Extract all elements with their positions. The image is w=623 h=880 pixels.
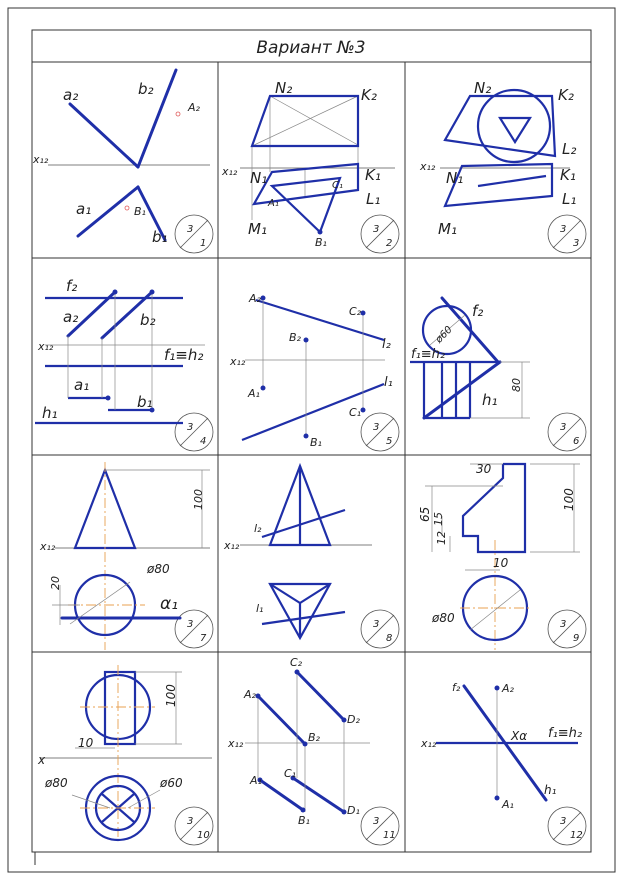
svg-text:10: 10	[78, 736, 94, 750]
svg-text:65: 65	[418, 506, 432, 522]
line-h1	[424, 362, 500, 418]
svg-text:A₁: A₁	[502, 798, 514, 811]
panel-7	[39, 462, 210, 650]
svg-text:L₂: L₂	[562, 140, 577, 158]
svg-text:D₂: D₂	[347, 713, 360, 726]
svg-text:x₁₂: x₁₂	[420, 160, 436, 173]
svg-text:a₂: a₂	[63, 308, 79, 326]
svg-text:30: 30	[476, 462, 492, 476]
svg-text:l₁: l₁	[256, 602, 264, 615]
badge-7	[175, 610, 213, 648]
badge-12	[548, 807, 586, 845]
page-title: Вариант №3	[256, 38, 366, 58]
badge-5	[361, 413, 399, 451]
svg-text:10: 10	[493, 556, 509, 570]
svg-text:B₁: B₁	[315, 236, 327, 249]
svg-text:8: 8	[386, 633, 393, 644]
badge-1	[175, 215, 213, 253]
svg-text:1: 1	[200, 238, 207, 249]
svg-text:12: 12	[435, 531, 448, 545]
svg-text:K₂: K₂	[558, 86, 574, 104]
svg-text:80: 80	[510, 378, 523, 392]
svg-text:M₁: M₁	[438, 220, 457, 238]
badge-6	[548, 413, 586, 451]
svg-text:ø80: ø80	[45, 776, 68, 790]
svg-text:A₁: A₁	[268, 198, 279, 209]
panel-8	[223, 466, 372, 638]
svg-text:3: 3	[373, 422, 380, 433]
svg-text:B₁: B₁	[134, 205, 146, 218]
svg-text:100: 100	[562, 488, 576, 511]
svg-text:a₁: a₁	[76, 200, 92, 218]
line-l1	[262, 612, 345, 624]
svg-text:C₂: C₂	[349, 305, 362, 318]
panel-2	[221, 79, 395, 249]
svg-text:L₁: L₁	[366, 190, 381, 208]
svg-text:3: 3	[187, 224, 194, 235]
svg-text:C₁: C₁	[332, 180, 343, 191]
svg-text:A₁: A₁	[250, 774, 262, 787]
svg-text:B₂: B₂	[308, 731, 320, 744]
svg-text:h₁: h₁	[482, 391, 498, 409]
svg-text:6: 6	[573, 436, 580, 447]
panel-4	[35, 277, 205, 423]
svg-text:f₁≡h₂: f₁≡h₂	[411, 347, 446, 362]
svg-text:20: 20	[49, 576, 62, 590]
svg-text:N₂: N₂	[275, 79, 293, 97]
svg-text:10: 10	[197, 830, 210, 841]
svg-text:3: 3	[187, 619, 194, 630]
svg-text:b₂: b₂	[138, 80, 154, 98]
svg-text:3: 3	[560, 422, 567, 433]
svg-text:B₂: B₂	[289, 331, 301, 344]
badge-11	[361, 807, 399, 845]
profile-front	[463, 464, 525, 552]
line-CD2	[297, 672, 344, 720]
svg-text:C₁: C₁	[284, 767, 297, 780]
circle-front	[478, 90, 550, 162]
svg-text:ø80: ø80	[147, 562, 170, 576]
svg-text:B₁: B₁	[298, 814, 310, 827]
svg-text:7: 7	[200, 633, 207, 644]
svg-text:x₁₂: x₁₂	[224, 539, 240, 552]
svg-text:a₁: a₁	[74, 376, 90, 394]
line-top	[478, 176, 546, 186]
svg-text:N₁: N₁	[446, 169, 464, 187]
svg-text:15: 15	[432, 512, 445, 526]
svg-text:3: 3	[187, 422, 194, 433]
svg-text:100: 100	[192, 489, 205, 510]
line-AB1	[260, 780, 303, 810]
svg-text:l₁: l₁	[384, 375, 393, 390]
svg-text:3: 3	[560, 816, 567, 827]
panel-9	[418, 462, 580, 650]
svg-text:h₁: h₁	[42, 404, 58, 422]
svg-text:ø60: ø60	[433, 324, 455, 346]
svg-text:5: 5	[386, 436, 393, 447]
svg-text:h₁: h₁	[544, 783, 557, 797]
svg-text:b₂: b₂	[140, 311, 156, 329]
point-B1	[125, 206, 129, 210]
svg-text:x₁₂: x₁₂	[230, 355, 246, 368]
svg-text:D₁: D₁	[347, 804, 360, 817]
svg-text:l₂: l₂	[254, 522, 262, 535]
triangle-ABC	[272, 178, 340, 232]
svg-text:C₁: C₁	[349, 406, 362, 419]
svg-text:a₂: a₂	[63, 86, 79, 104]
svg-text:A₂: A₂	[188, 101, 200, 114]
svg-text:b₁: b₁	[152, 228, 168, 246]
badge-2	[361, 215, 399, 253]
panel-5	[229, 292, 393, 449]
panel-11	[227, 656, 370, 827]
svg-text:x₁₂: x₁₂	[228, 737, 244, 750]
svg-text:3: 3	[187, 816, 194, 827]
svg-text:4: 4	[200, 436, 207, 447]
svg-text:x₁₂: x₁₂	[38, 340, 54, 353]
svg-text:3: 3	[573, 238, 580, 249]
svg-text:f₂: f₂	[66, 277, 78, 295]
svg-text:ø60: ø60	[160, 776, 183, 790]
svg-text:K₁: K₁	[560, 166, 576, 184]
svg-text:f₁≡h₂: f₁≡h₂	[164, 346, 204, 364]
svg-text:A₂: A₂	[249, 292, 261, 305]
svg-text:K₁: K₁	[365, 166, 381, 184]
svg-text:K₂: K₂	[361, 86, 377, 104]
rect-front	[105, 672, 135, 744]
svg-text:A₂: A₂	[244, 688, 256, 701]
svg-text:A₁: A₁	[248, 387, 260, 400]
svg-text:x₁₂: x₁₂	[222, 165, 238, 178]
line-l2	[262, 510, 345, 537]
badge-10	[175, 807, 213, 845]
svg-text:b₁: b₁	[137, 393, 153, 411]
panel-3	[419, 79, 576, 238]
point-A2	[176, 112, 180, 116]
triangle-front	[500, 118, 530, 142]
svg-text:f₂: f₂	[472, 302, 484, 320]
svg-text:3: 3	[373, 619, 380, 630]
panel-1	[32, 70, 210, 246]
svg-text:f₂: f₂	[452, 681, 461, 694]
svg-text:ø80: ø80	[432, 611, 455, 625]
panel-10	[37, 665, 212, 840]
svg-text:3: 3	[373, 816, 380, 827]
badge-3	[548, 215, 586, 253]
svg-text:x₁₂: x₁₂	[33, 153, 49, 166]
svg-text:N₁: N₁	[250, 169, 268, 187]
svg-text:2: 2	[386, 238, 393, 249]
line-a2	[70, 104, 138, 167]
badge-8	[361, 610, 399, 648]
svg-text:9: 9	[573, 633, 580, 644]
svg-text:3: 3	[560, 224, 567, 235]
svg-text:L₁: L₁	[562, 190, 577, 208]
svg-text:100: 100	[164, 684, 178, 707]
badge-4	[175, 413, 213, 451]
svg-text:B₁: B₁	[310, 436, 322, 449]
panel-6	[410, 298, 530, 418]
svg-text:12: 12	[570, 830, 583, 841]
svg-text:x: x	[38, 753, 46, 767]
svg-text:N₂: N₂	[474, 79, 492, 97]
svg-text:3: 3	[560, 619, 567, 630]
panel-12	[420, 681, 582, 811]
line-l2	[256, 300, 384, 340]
svg-text:x₁₂: x₁₂	[421, 737, 437, 750]
line-AB2	[258, 696, 305, 744]
svg-text:A₂: A₂	[502, 682, 514, 695]
svg-text:l₂: l₂	[382, 337, 391, 352]
svg-text:x₁₂: x₁₂	[40, 540, 56, 553]
svg-text:M₁: M₁	[248, 220, 267, 238]
svg-text:3: 3	[373, 224, 380, 235]
svg-text:f₁≡h₂: f₁≡h₂	[548, 726, 583, 741]
polygon-front	[445, 96, 555, 156]
svg-text:α₁: α₁	[160, 594, 179, 614]
badge-9	[548, 610, 586, 648]
svg-text:11: 11	[383, 830, 396, 841]
svg-text:Xα: Xα	[511, 729, 528, 743]
svg-text:C₂: C₂	[290, 656, 303, 669]
